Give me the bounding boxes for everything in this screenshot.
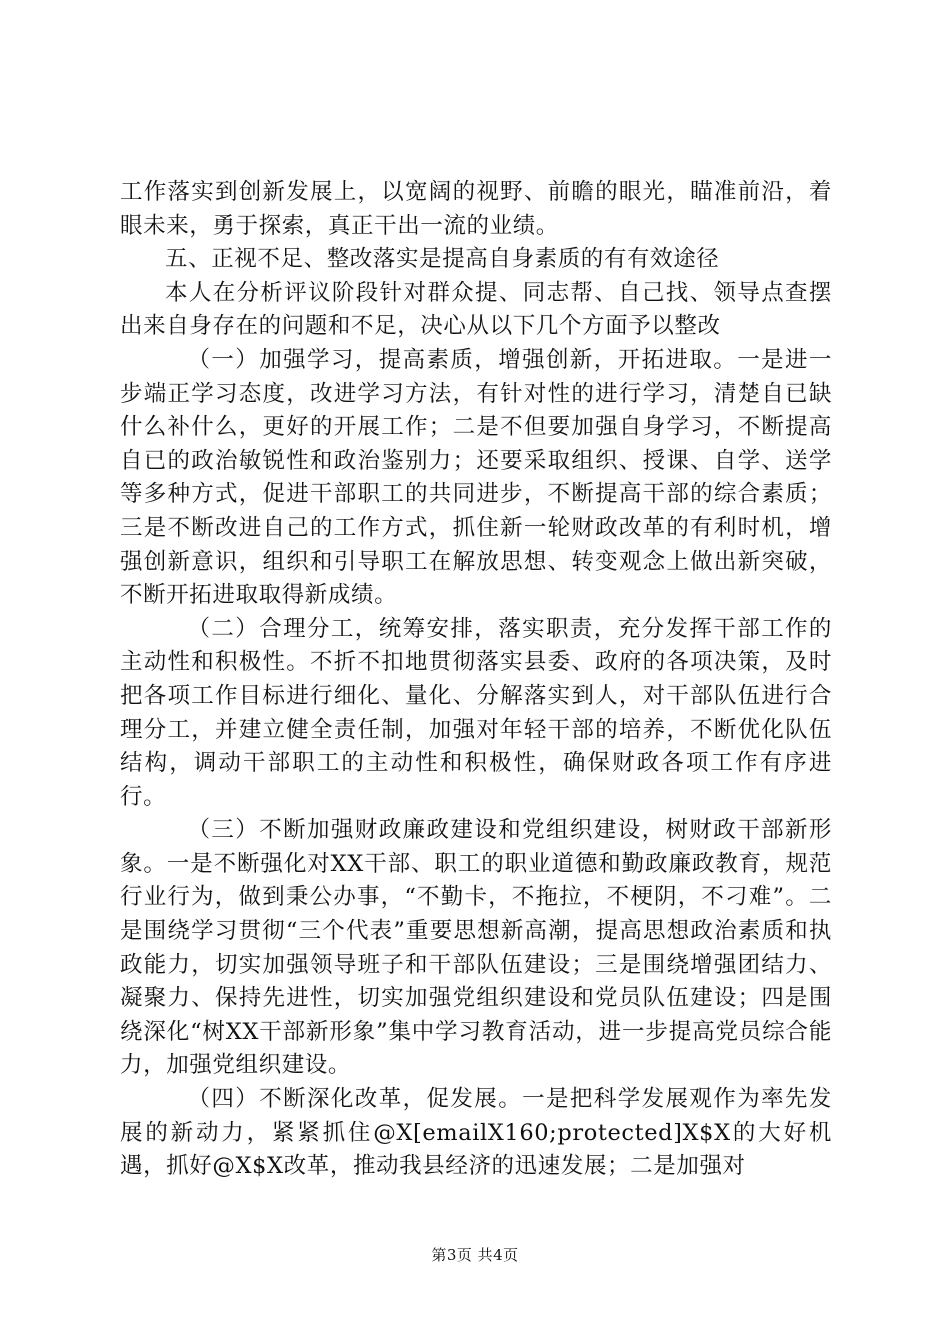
paragraph-item-4: （四）不断深化改革，促发展。一是把科学发展观作为率先发展的新动力，紧紧抓住@X[emailX160;protected]X$X的大好机遇，抓好@X$X改革，推动我县经济的迅速发展；二是加强对 (120, 1086, 832, 1180)
section-heading: 五、正视不足、整改落实是提高自身素质的有有效途径 (165, 246, 720, 273)
paragraph-item-3: （三）不断加强财政廉政建设和党组织建设，树财政干部新形象。一是不断强化对XX干部、职工的职业道德和勤政廉政教育，规范行业行为，做到秉公办事，“不勤卡，不拖拉，不梗阴，不刁难”。二是围绕学习贯彻“三个代表”重要思想新高潮，提高思想政治素质和执政能力，切实加强领导班子和干部队伍建设；三是围绕增强团结力、凝聚力、保持先进性，切实加强党组织建设和党员队伍建设；四是围绕深化“树XX干部新形象”集中学习教育活动，进一步提高党员综合能力，加强党组织建设。 (120, 817, 832, 1079)
paragraph-item-1: （一）加强学习，提高素质，增强创新，开拓进取。一是进一步端正学习态度，改进学习方法，有针对性的进行学习，清楚自已缺什么补什么，更好的开展工作；二是不但要加强自身学习，不断提高自已的政治敏锐性和政治鉴别力；还要采取组织、授课、自学、送学等多种方式，促进干部职工的共同进步，不断提高干部的综合素质；三是不断改进自己的工作方式，抓住新一轮财政改革的有利时机，增强创新意识，组织和引导职工在解放思想、转变观念上做出新突破，不断开拓进取取得新成绩。 (120, 346, 832, 609)
document-body (120, 176, 832, 1184)
paragraph-item-2: （二）合理分工，统筹安排，落实职责，充分发挥干部工作的主动性和积极性。不折不扣地贯彻落实县委、政府的各项决策，及时把各项工作目标进行细化、量化、分解落实到人，对干部队伍进行合理分工，并建立健全责任制，加强对年轻干部的培养，不断优化队伍结构，调动干部职工的主动性和积极性，确保财政各项工作有序进行。 (120, 615, 832, 810)
paragraph-continuation: 工作落实到创新发展上，以宽阔的视野、前瞻的眼光，瞄准前沿，着眼未来，勇于探索，真正干出一流的业绩。 (120, 179, 832, 239)
paragraph-intro: 本人在分析评议阶段针对群众提、同志帮、自己找、领导点查摆出来自身存在的问题和不足，决心从以下几个方面予以整改 (120, 279, 832, 340)
page-number-footer: 第3页 共4页 (431, 1246, 519, 1264)
